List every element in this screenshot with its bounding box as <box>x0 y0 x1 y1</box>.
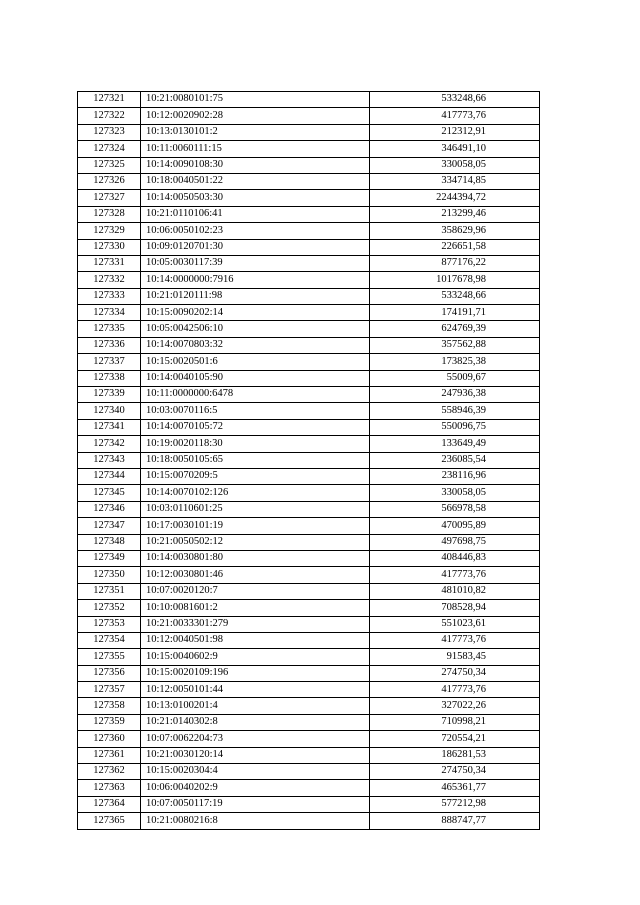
row-id-cell: 127331 <box>78 255 141 271</box>
row-id-cell: 127338 <box>78 370 141 386</box>
amount-cell: 417773,76 <box>370 567 540 583</box>
table-row <box>78 337 540 353</box>
cadastral-code-cell: 10:21:0033301:279 <box>141 616 370 632</box>
table-row <box>78 567 540 583</box>
row-id-cell: 127321 <box>78 92 141 108</box>
table-row <box>78 305 540 321</box>
cadastral-code-cell: 10:15:0090202:14 <box>141 305 370 321</box>
cadastral-code-cell: 10:14:0070105:72 <box>141 419 370 435</box>
amount-cell: 465361,77 <box>370 780 540 796</box>
amount-cell: 346491,10 <box>370 141 540 157</box>
cadastral-code-cell: 10:14:0050503:30 <box>141 190 370 206</box>
cadastral-code-cell: 10:11:0060111:15 <box>141 141 370 157</box>
cadastral-code-cell: 10:21:0110106:41 <box>141 206 370 222</box>
cadastral-code-cell: 10:14:0070102:126 <box>141 485 370 501</box>
table-row <box>78 419 540 435</box>
row-id-cell: 127361 <box>78 747 141 763</box>
table-row <box>78 157 540 173</box>
row-id-cell: 127337 <box>78 354 141 370</box>
cadastral-code-cell: 10:15:0020501:6 <box>141 354 370 370</box>
row-id-cell: 127364 <box>78 796 141 812</box>
amount-cell: 624769,39 <box>370 321 540 337</box>
amount-cell: 408446,83 <box>370 550 540 566</box>
amount-cell: 330058,05 <box>370 485 540 501</box>
cadastral-code-cell: 10:05:0042506:10 <box>141 321 370 337</box>
table-row <box>78 796 540 812</box>
row-id-cell: 127328 <box>78 206 141 222</box>
amount-cell: 533248,66 <box>370 92 540 108</box>
table-row <box>78 764 540 780</box>
cadastral-code-cell: 10:19:0020118:30 <box>141 436 370 452</box>
table-row <box>78 501 540 517</box>
cadastral-code-cell: 10:11:0000000:6478 <box>141 387 370 403</box>
row-id-cell: 127336 <box>78 337 141 353</box>
amount-cell: 720554,21 <box>370 731 540 747</box>
amount-cell: 417773,76 <box>370 632 540 648</box>
row-id-cell: 127349 <box>78 550 141 566</box>
amount-cell: 577212,98 <box>370 796 540 812</box>
amount-cell: 274750,34 <box>370 764 540 780</box>
cadastral-code-cell: 10:21:0140302:8 <box>141 714 370 730</box>
table-row <box>78 403 540 419</box>
table-row <box>78 272 540 288</box>
row-id-cell: 127324 <box>78 141 141 157</box>
row-id-cell: 127357 <box>78 682 141 698</box>
table-row <box>78 223 540 239</box>
row-id-cell: 127352 <box>78 600 141 616</box>
cadastral-code-cell: 10:21:0080101:75 <box>141 92 370 108</box>
amount-cell: 173825,38 <box>370 354 540 370</box>
cadastral-code-cell: 10:14:0000000:7916 <box>141 272 370 288</box>
row-id-cell: 127322 <box>78 108 141 124</box>
row-id-cell: 127345 <box>78 485 141 501</box>
amount-cell: 358629,96 <box>370 223 540 239</box>
amount-cell: 91583,45 <box>370 649 540 665</box>
row-id-cell: 127323 <box>78 124 141 140</box>
amount-cell: 550096,75 <box>370 419 540 435</box>
row-id-cell: 127326 <box>78 173 141 189</box>
amount-cell: 708528,94 <box>370 600 540 616</box>
row-id-cell: 127347 <box>78 518 141 534</box>
row-id-cell: 127327 <box>78 190 141 206</box>
cadastral-code-cell: 10:15:0020304:4 <box>141 764 370 780</box>
registry-table-body <box>78 92 540 830</box>
cadastral-code-cell: 10:14:0030801:80 <box>141 550 370 566</box>
table-row <box>78 108 540 124</box>
amount-cell: 238116,96 <box>370 468 540 484</box>
row-id-cell: 127355 <box>78 649 141 665</box>
table-row <box>78 288 540 304</box>
amount-cell: 877176,22 <box>370 255 540 271</box>
amount-cell: 533248,66 <box>370 288 540 304</box>
table-row <box>78 239 540 255</box>
cadastral-code-cell: 10:18:0040501:22 <box>141 173 370 189</box>
table-row <box>78 665 540 681</box>
row-id-cell: 127339 <box>78 387 141 403</box>
row-id-cell: 127344 <box>78 468 141 484</box>
cadastral-code-cell: 10:12:0030801:46 <box>141 567 370 583</box>
table-row <box>78 206 540 222</box>
table-row <box>78 468 540 484</box>
row-id-cell: 127360 <box>78 731 141 747</box>
amount-cell: 334714,85 <box>370 173 540 189</box>
cadastral-code-cell: 10:12:0050101:44 <box>141 682 370 698</box>
cadastral-code-cell: 10:13:0130101:2 <box>141 124 370 140</box>
amount-cell: 470095,89 <box>370 518 540 534</box>
row-id-cell: 127346 <box>78 501 141 517</box>
row-id-cell: 127340 <box>78 403 141 419</box>
amount-cell: 558946,39 <box>370 403 540 419</box>
table-row <box>78 714 540 730</box>
cadastral-code-cell: 10:14:0070803:32 <box>141 337 370 353</box>
amount-cell: 247936,38 <box>370 387 540 403</box>
row-id-cell: 127332 <box>78 272 141 288</box>
row-id-cell: 127342 <box>78 436 141 452</box>
cadastral-code-cell: 10:07:0050117:19 <box>141 796 370 812</box>
cadastral-code-cell: 10:13:0100201:4 <box>141 698 370 714</box>
table-row <box>78 452 540 468</box>
amount-cell: 186281,53 <box>370 747 540 763</box>
amount-cell: 226651,58 <box>370 239 540 255</box>
amount-cell: 888747,77 <box>370 813 540 829</box>
row-id-cell: 127359 <box>78 714 141 730</box>
cadastral-code-cell: 10:15:0040602:9 <box>141 649 370 665</box>
table-row <box>78 190 540 206</box>
row-id-cell: 127330 <box>78 239 141 255</box>
table-row <box>78 92 540 108</box>
amount-cell: 212312,91 <box>370 124 540 140</box>
row-id-cell: 127353 <box>78 616 141 632</box>
row-id-cell: 127329 <box>78 223 141 239</box>
cadastral-code-cell: 10:06:0040202:9 <box>141 780 370 796</box>
cadastral-code-cell: 10:15:0070209:5 <box>141 468 370 484</box>
row-id-cell: 127333 <box>78 288 141 304</box>
table-row <box>78 780 540 796</box>
amount-cell: 133649,49 <box>370 436 540 452</box>
amount-cell: 174191,71 <box>370 305 540 321</box>
amount-cell: 330058,05 <box>370 157 540 173</box>
table-row <box>78 616 540 632</box>
amount-cell: 357562,88 <box>370 337 540 353</box>
row-id-cell: 127356 <box>78 665 141 681</box>
cadastral-code-cell: 10:09:0120701:30 <box>141 239 370 255</box>
cadastral-code-cell: 10:21:0120111:98 <box>141 288 370 304</box>
amount-cell: 497698,75 <box>370 534 540 550</box>
amount-cell: 236085,54 <box>370 452 540 468</box>
cadastral-code-cell: 10:14:0040105:90 <box>141 370 370 386</box>
cadastral-code-cell: 10:10:0081601:2 <box>141 600 370 616</box>
table-row <box>78 534 540 550</box>
row-id-cell: 127362 <box>78 764 141 780</box>
table-row <box>78 141 540 157</box>
cadastral-code-cell: 10:17:0030101:19 <box>141 518 370 534</box>
cadastral-code-cell: 10:07:0062204:73 <box>141 731 370 747</box>
cadastral-code-cell: 10:07:0020120:7 <box>141 583 370 599</box>
row-id-cell: 127348 <box>78 534 141 550</box>
amount-cell: 710998,21 <box>370 714 540 730</box>
cadastral-code-cell: 10:03:0110601:25 <box>141 501 370 517</box>
amount-cell: 551023,61 <box>370 616 540 632</box>
table-row <box>78 583 540 599</box>
table-row <box>78 600 540 616</box>
table-row <box>78 173 540 189</box>
table-row <box>78 321 540 337</box>
amount-cell: 417773,76 <box>370 108 540 124</box>
table-row <box>78 387 540 403</box>
table-row <box>78 354 540 370</box>
table-row <box>78 124 540 140</box>
row-id-cell: 127363 <box>78 780 141 796</box>
amount-cell: 417773,76 <box>370 682 540 698</box>
row-id-cell: 127358 <box>78 698 141 714</box>
cadastral-code-cell: 10:12:0040501:98 <box>141 632 370 648</box>
row-id-cell: 127325 <box>78 157 141 173</box>
cadastral-code-cell: 10:21:0030120:14 <box>141 747 370 763</box>
amount-cell: 55009,67 <box>370 370 540 386</box>
row-id-cell: 127350 <box>78 567 141 583</box>
amount-cell: 1017678,98 <box>370 272 540 288</box>
row-id-cell: 127334 <box>78 305 141 321</box>
cadastral-code-cell: 10:21:0050502:12 <box>141 534 370 550</box>
amount-cell: 566978,58 <box>370 501 540 517</box>
table-row <box>78 550 540 566</box>
amount-cell: 213299,46 <box>370 206 540 222</box>
table-row <box>78 370 540 386</box>
cadastral-code-cell: 10:15:0020109:196 <box>141 665 370 681</box>
amount-cell: 274750,34 <box>370 665 540 681</box>
table-row <box>78 485 540 501</box>
row-id-cell: 127335 <box>78 321 141 337</box>
table-row <box>78 518 540 534</box>
row-id-cell: 127354 <box>78 632 141 648</box>
table-row <box>78 632 540 648</box>
cadastral-code-cell: 10:18:0050105:65 <box>141 452 370 468</box>
row-id-cell: 127365 <box>78 813 141 829</box>
cadastral-code-cell: 10:03:0070116:5 <box>141 403 370 419</box>
table-row <box>78 649 540 665</box>
cadastral-code-cell: 10:05:0030117:39 <box>141 255 370 271</box>
amount-cell: 327022,26 <box>370 698 540 714</box>
cadastral-code-cell: 10:14:0090108:30 <box>141 157 370 173</box>
registry-table <box>77 91 540 830</box>
row-id-cell: 127341 <box>78 419 141 435</box>
cadastral-code-cell: 10:12:0020902:28 <box>141 108 370 124</box>
amount-cell: 2244394,72 <box>370 190 540 206</box>
cadastral-code-cell: 10:21:0080216:8 <box>141 813 370 829</box>
table-row <box>78 731 540 747</box>
amount-cell: 481010,82 <box>370 583 540 599</box>
table-row <box>78 436 540 452</box>
table-row <box>78 698 540 714</box>
cadastral-code-cell: 10:06:0050102:23 <box>141 223 370 239</box>
table-row <box>78 255 540 271</box>
table-row <box>78 813 540 829</box>
row-id-cell: 127351 <box>78 583 141 599</box>
table-row <box>78 747 540 763</box>
table-row <box>78 682 540 698</box>
row-id-cell: 127343 <box>78 452 141 468</box>
